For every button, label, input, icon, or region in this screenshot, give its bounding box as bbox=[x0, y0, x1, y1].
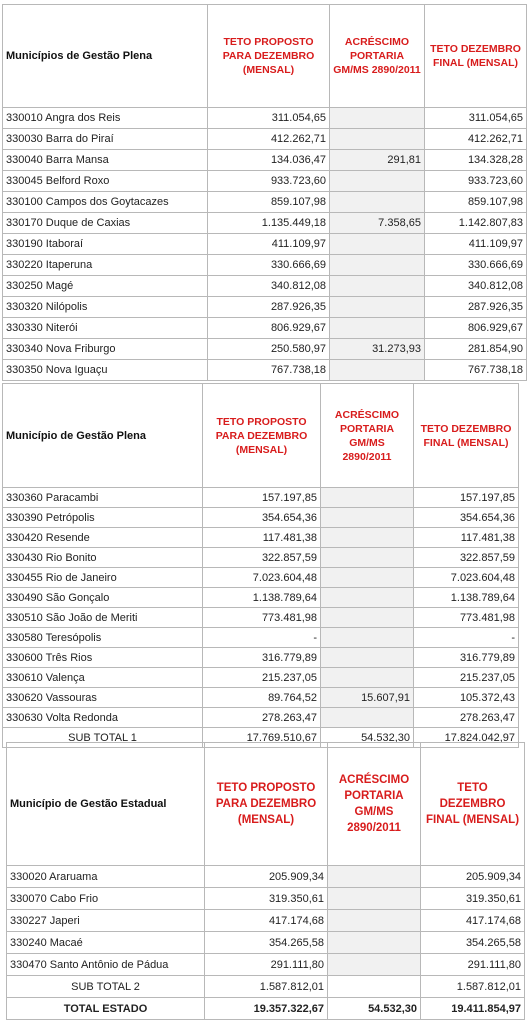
total-cell-1: 19.357.322,67 bbox=[205, 998, 328, 1020]
municipio-cell: 330630 Volta Redonda bbox=[3, 708, 203, 728]
municipio-cell: 330430 Rio Bonito bbox=[3, 548, 203, 568]
teto-proposto-cell: 250.580,97 bbox=[208, 339, 330, 360]
teto-final-cell: 157.197,85 bbox=[414, 488, 519, 508]
column-header-acrescimo: ACRÉSCIMO PORTARIA GM/MS 2890/2011 bbox=[321, 384, 414, 488]
teto-proposto-cell: 291.111,80 bbox=[205, 954, 328, 976]
acrescimo-cell: 15.607,91 bbox=[321, 688, 414, 708]
municipio-cell: 330070 Cabo Frio bbox=[7, 888, 205, 910]
municipio-cell: 330045 Belford Roxo bbox=[3, 171, 208, 192]
teto-final-cell: 287.926,35 bbox=[425, 297, 527, 318]
teto-final-cell: 205.909,34 bbox=[421, 866, 525, 888]
table-row bbox=[3, 528, 519, 548]
municipio-cell: 330170 Duque de Caxias bbox=[3, 213, 208, 234]
table-gestao-estadual bbox=[6, 742, 525, 1020]
total-cell-0: TOTAL ESTADO bbox=[7, 998, 205, 1020]
teto-proposto-cell: 7.023.604,48 bbox=[203, 568, 321, 588]
municipio-cell: 330350 Nova Iguaçu bbox=[3, 360, 208, 381]
column-header-municipio: Município de Gestão Plena bbox=[3, 384, 203, 488]
municipio-cell: 330610 Valença bbox=[3, 668, 203, 688]
teto-final-cell: 330.666,69 bbox=[425, 255, 527, 276]
teto-proposto-cell: 157.197,85 bbox=[203, 488, 321, 508]
teto-final-cell: 806.929,67 bbox=[425, 318, 527, 339]
municipio-cell: 330600 Três Rios bbox=[3, 648, 203, 668]
subtotal-cell-0: SUB TOTAL 2 bbox=[7, 976, 205, 998]
table-row bbox=[3, 297, 527, 318]
municipio-cell: 330620 Vassouras bbox=[3, 688, 203, 708]
subtotal-cell-1: 17.769.510,67 bbox=[203, 728, 321, 748]
teto-final-cell: 215.237,05 bbox=[414, 668, 519, 688]
teto-proposto-cell: 354.265,58 bbox=[205, 932, 328, 954]
teto-proposto-cell: 806.929,67 bbox=[208, 318, 330, 339]
municipio-cell: 330250 Magé bbox=[3, 276, 208, 297]
table-row bbox=[7, 932, 525, 954]
subtotal-row bbox=[7, 976, 525, 998]
municipio-cell: 330340 Nova Friburgo bbox=[3, 339, 208, 360]
total-row bbox=[7, 998, 525, 1020]
subtotal-cell-1: 1.587.812,01 bbox=[205, 976, 328, 998]
teto-proposto-cell: - bbox=[203, 628, 321, 648]
acrescimo-cell bbox=[328, 954, 421, 976]
acrescimo-cell bbox=[330, 192, 425, 213]
column-header-teto-proposto: TETO PROPOSTO PARA DEZEMBRO (MENSAL) bbox=[208, 5, 330, 108]
subtotal-cell-2 bbox=[328, 976, 421, 998]
teto-proposto-cell: 319.350,61 bbox=[205, 888, 328, 910]
teto-proposto-cell: 278.263,47 bbox=[203, 708, 321, 728]
table-row bbox=[3, 668, 519, 688]
teto-final-cell: 134.328,28 bbox=[425, 150, 527, 171]
acrescimo-cell bbox=[330, 360, 425, 381]
teto-final-cell: 354.654,36 bbox=[414, 508, 519, 528]
teto-final-cell: 1.142.807,83 bbox=[425, 213, 527, 234]
table-row bbox=[3, 588, 519, 608]
total-cell-3: 19.411.854,97 bbox=[421, 998, 525, 1020]
teto-proposto-cell: 354.654,36 bbox=[203, 508, 321, 528]
table-row bbox=[3, 688, 519, 708]
table-row bbox=[3, 360, 527, 381]
column-header-municipio: Município de Gestão Estadual bbox=[7, 743, 205, 866]
teto-final-cell: 411.109,97 bbox=[425, 234, 527, 255]
table-row bbox=[3, 508, 519, 528]
municipio-cell: 330227 Japeri bbox=[7, 910, 205, 932]
teto-proposto-cell: 773.481,98 bbox=[203, 608, 321, 628]
table-row bbox=[3, 276, 527, 297]
table-row bbox=[3, 171, 527, 192]
subtotal-cell-3: 1.587.812,01 bbox=[421, 976, 525, 998]
column-header-municipio: Municípios de Gestão Plena bbox=[3, 5, 208, 108]
teto-proposto-cell: 933.723,60 bbox=[208, 171, 330, 192]
municipio-cell: 330010 Angra dos Reis bbox=[3, 108, 208, 129]
table-row bbox=[3, 108, 527, 129]
acrescimo-cell bbox=[321, 568, 414, 588]
acrescimo-cell bbox=[321, 488, 414, 508]
table-row bbox=[3, 192, 527, 213]
municipio-cell: 330455 Rio de Janeiro bbox=[3, 568, 203, 588]
table-row bbox=[3, 608, 519, 628]
teto-proposto-cell: 287.926,35 bbox=[208, 297, 330, 318]
column-header-teto-final: TETO DEZEMBRO FINAL (MENSAL) bbox=[421, 743, 525, 866]
subtotal-cell-0: SUB TOTAL 1 bbox=[3, 728, 203, 748]
table-row bbox=[3, 150, 527, 171]
municipio-cell: 330390 Petrópolis bbox=[3, 508, 203, 528]
table-row bbox=[3, 708, 519, 728]
municipio-cell: 330490 São Gonçalo bbox=[3, 588, 203, 608]
teto-proposto-cell: 412.262,71 bbox=[208, 129, 330, 150]
teto-final-cell: 933.723,60 bbox=[425, 171, 527, 192]
acrescimo-cell bbox=[330, 108, 425, 129]
table-row bbox=[3, 255, 527, 276]
teto-proposto-cell: 330.666,69 bbox=[208, 255, 330, 276]
table-header-row bbox=[3, 5, 527, 108]
acrescimo-cell: 7.358,65 bbox=[330, 213, 425, 234]
municipio-cell: 330040 Barra Mansa bbox=[3, 150, 208, 171]
teto-final-cell: 7.023.604,48 bbox=[414, 568, 519, 588]
teto-final-cell: 281.854,90 bbox=[425, 339, 527, 360]
table-row bbox=[7, 910, 525, 932]
municipio-cell: 330240 Macaé bbox=[7, 932, 205, 954]
acrescimo-cell bbox=[328, 932, 421, 954]
table-gestao-plena-2 bbox=[2, 383, 519, 748]
teto-proposto-cell: 205.909,34 bbox=[205, 866, 328, 888]
teto-final-cell: 767.738,18 bbox=[425, 360, 527, 381]
teto-proposto-cell: 316.779,89 bbox=[203, 648, 321, 668]
column-header-teto-proposto: TETO PROPOSTO PARA DEZEMBRO (MENSAL) bbox=[203, 384, 321, 488]
teto-final-cell: 1.138.789,64 bbox=[414, 588, 519, 608]
municipio-cell: 330030 Barra do Piraí bbox=[3, 129, 208, 150]
teto-final-cell: 354.265,58 bbox=[421, 932, 525, 954]
table-row bbox=[7, 954, 525, 976]
teto-proposto-cell: 411.109,97 bbox=[208, 234, 330, 255]
teto-proposto-cell: 1.135.449,18 bbox=[208, 213, 330, 234]
acrescimo-cell bbox=[321, 528, 414, 548]
teto-final-cell: 412.262,71 bbox=[425, 129, 527, 150]
acrescimo-cell: 31.273,93 bbox=[330, 339, 425, 360]
table-header-row bbox=[7, 743, 525, 866]
municipio-cell: 330220 Itaperuna bbox=[3, 255, 208, 276]
table-row bbox=[7, 866, 525, 888]
municipio-cell: 330580 Teresópolis bbox=[3, 628, 203, 648]
table-row bbox=[3, 318, 527, 339]
teto-final-cell: 319.350,61 bbox=[421, 888, 525, 910]
table-row bbox=[7, 888, 525, 910]
column-header-teto-proposto: TETO PROPOSTO PARA DEZEMBRO (MENSAL) bbox=[205, 743, 328, 866]
table-header-row bbox=[3, 384, 519, 488]
table-row bbox=[3, 548, 519, 568]
acrescimo-cell: 291,81 bbox=[330, 150, 425, 171]
acrescimo-cell bbox=[321, 668, 414, 688]
column-header-teto-final: TETO DEZEMBRO FINAL (MENSAL) bbox=[425, 5, 527, 108]
table-row bbox=[3, 488, 519, 508]
total-cell-2: 54.532,30 bbox=[328, 998, 421, 1020]
municipio-cell: 330320 Nilópolis bbox=[3, 297, 208, 318]
teto-proposto-cell: 417.174,68 bbox=[205, 910, 328, 932]
teto-proposto-cell: 322.857,59 bbox=[203, 548, 321, 568]
municipio-cell: 330100 Campos dos Goytacazes bbox=[3, 192, 208, 213]
acrescimo-cell bbox=[330, 276, 425, 297]
teto-final-cell: 311.054,65 bbox=[425, 108, 527, 129]
acrescimo-cell bbox=[328, 910, 421, 932]
teto-proposto-cell: 311.054,65 bbox=[208, 108, 330, 129]
subtotal-cell-3: 17.824.042,97 bbox=[414, 728, 519, 748]
teto-proposto-cell: 117.481,38 bbox=[203, 528, 321, 548]
teto-final-cell: 117.481,38 bbox=[414, 528, 519, 548]
municipio-cell: 330360 Paracambi bbox=[3, 488, 203, 508]
acrescimo-cell bbox=[330, 234, 425, 255]
acrescimo-cell bbox=[321, 708, 414, 728]
teto-final-cell: 291.111,80 bbox=[421, 954, 525, 976]
table-row bbox=[3, 213, 527, 234]
acrescimo-cell bbox=[330, 171, 425, 192]
teto-final-cell: 278.263,47 bbox=[414, 708, 519, 728]
acrescimo-cell bbox=[330, 318, 425, 339]
table-row bbox=[3, 234, 527, 255]
column-header-acrescimo: ACRÉSCIMO PORTARIA GM/MS 2890/2011 bbox=[330, 5, 425, 108]
table-gestao-plena-1 bbox=[2, 4, 527, 381]
acrescimo-cell bbox=[321, 608, 414, 628]
acrescimo-cell bbox=[328, 888, 421, 910]
municipio-cell: 330510 São João de Meriti bbox=[3, 608, 203, 628]
acrescimo-cell bbox=[328, 866, 421, 888]
teto-final-cell: 859.107,98 bbox=[425, 192, 527, 213]
acrescimo-cell bbox=[321, 548, 414, 568]
acrescimo-cell bbox=[321, 508, 414, 528]
teto-proposto-cell: 215.237,05 bbox=[203, 668, 321, 688]
teto-final-cell: 322.857,59 bbox=[414, 548, 519, 568]
municipio-cell: 330420 Resende bbox=[3, 528, 203, 548]
acrescimo-cell bbox=[330, 255, 425, 276]
acrescimo-cell bbox=[321, 588, 414, 608]
municipio-cell: 330020 Araruama bbox=[7, 866, 205, 888]
teto-proposto-cell: 89.764,52 bbox=[203, 688, 321, 708]
column-header-acrescimo: ACRÉSCIMO PORTARIA GM/MS 2890/2011 bbox=[328, 743, 421, 866]
table-row bbox=[3, 568, 519, 588]
teto-final-cell: 340.812,08 bbox=[425, 276, 527, 297]
table-row bbox=[3, 339, 527, 360]
teto-final-cell: - bbox=[414, 628, 519, 648]
teto-proposto-cell: 1.138.789,64 bbox=[203, 588, 321, 608]
acrescimo-cell bbox=[321, 648, 414, 668]
municipio-cell: 330190 Itaboraí bbox=[3, 234, 208, 255]
teto-proposto-cell: 340.812,08 bbox=[208, 276, 330, 297]
teto-proposto-cell: 859.107,98 bbox=[208, 192, 330, 213]
teto-proposto-cell: 767.738,18 bbox=[208, 360, 330, 381]
subtotal-cell-2: 54.532,30 bbox=[321, 728, 414, 748]
column-header-teto-final: TETO DEZEMBRO FINAL (MENSAL) bbox=[414, 384, 519, 488]
acrescimo-cell bbox=[330, 297, 425, 318]
teto-final-cell: 773.481,98 bbox=[414, 608, 519, 628]
table-row bbox=[3, 129, 527, 150]
acrescimo-cell bbox=[330, 129, 425, 150]
teto-final-cell: 316.779,89 bbox=[414, 648, 519, 668]
teto-final-cell: 417.174,68 bbox=[421, 910, 525, 932]
acrescimo-cell bbox=[321, 628, 414, 648]
municipio-cell: 330470 Santo Antônio de Pádua bbox=[7, 954, 205, 976]
teto-final-cell: 105.372,43 bbox=[414, 688, 519, 708]
municipio-cell: 330330 Niterói bbox=[3, 318, 208, 339]
teto-proposto-cell: 134.036,47 bbox=[208, 150, 330, 171]
table-row bbox=[3, 648, 519, 668]
table-row bbox=[3, 628, 519, 648]
